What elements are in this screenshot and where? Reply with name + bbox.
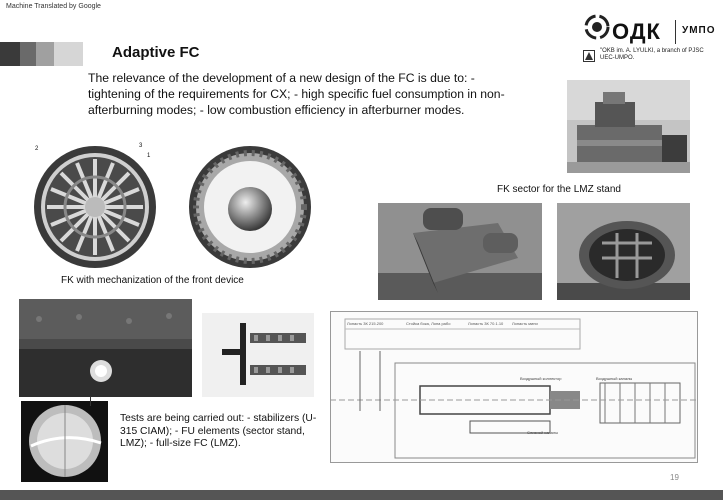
drawing-pipe-label-a: Воздушный коллектор: [520, 376, 562, 381]
logo-separator: [675, 20, 676, 44]
drawing-header-a: Лопасть 3К 215.200: [347, 321, 384, 326]
callout-line: [90, 396, 91, 406]
drawing-label-2: 2: [35, 146, 39, 152]
drawing-label-1: 1: [147, 153, 151, 159]
drawing-label-3: 3: [139, 143, 143, 149]
header-decoration-bar: [0, 42, 83, 66]
building-photo: [567, 80, 690, 173]
drawing-header-b: Стойка бока, Лопа рабо: [406, 321, 451, 326]
caption-fk-mechanization: FK with mechanization of the front device: [61, 275, 244, 286]
flame-test-photo: [21, 401, 108, 482]
burner-test-photo: [19, 299, 192, 397]
drawing-pipe-label-b: Воздушный каналы: [596, 376, 633, 381]
page-number: 19: [670, 473, 679, 482]
fk-sector-photo-left: [378, 203, 542, 300]
odk-logo-icon: [584, 14, 610, 40]
logo-sub: УМПО: [682, 25, 716, 36]
fk-ring-drawing-right: [184, 143, 316, 271]
logo-name: ОДК: [612, 19, 661, 44]
footer-bar: [0, 490, 723, 500]
fk-sector-photo-right: [557, 203, 690, 300]
okb-emblem-icon: [583, 49, 595, 61]
machine-translated-label: Machine Translated by Google: [6, 3, 101, 10]
caption-tests: Tests are being carried out: - stabilizers (U-315 CIAM); - FU elements (sector stand, LMZ); - full-size FC (LMZ).: [120, 413, 317, 449]
test-stand-drawing: [330, 311, 698, 463]
branch-text: "OKB im. A. LYULKI, a branch of PJSC UEC-UMPO.: [600, 48, 704, 61]
intro-text: The relevance of the development of a new design of the FC is due to: - tightening of the requirements for CX; - high specific fuel consumption in non-afterburning modes; - low combustion efficiency in afterburner modes.: [88, 71, 505, 117]
caption-fk-sector: FK sector for the LMZ stand: [497, 184, 621, 195]
drawing-header-c: Лопасть 3К 70.1.10: [468, 321, 504, 326]
fk-ring-drawing-left: [28, 143, 163, 271]
drawing-header-d: Лопасть мини: [512, 321, 538, 326]
stabilizer-photo: [202, 313, 314, 397]
drawing-pipe-label-c: Сливной каналы: [527, 430, 559, 435]
page-title: Adaptive FC: [112, 44, 200, 61]
